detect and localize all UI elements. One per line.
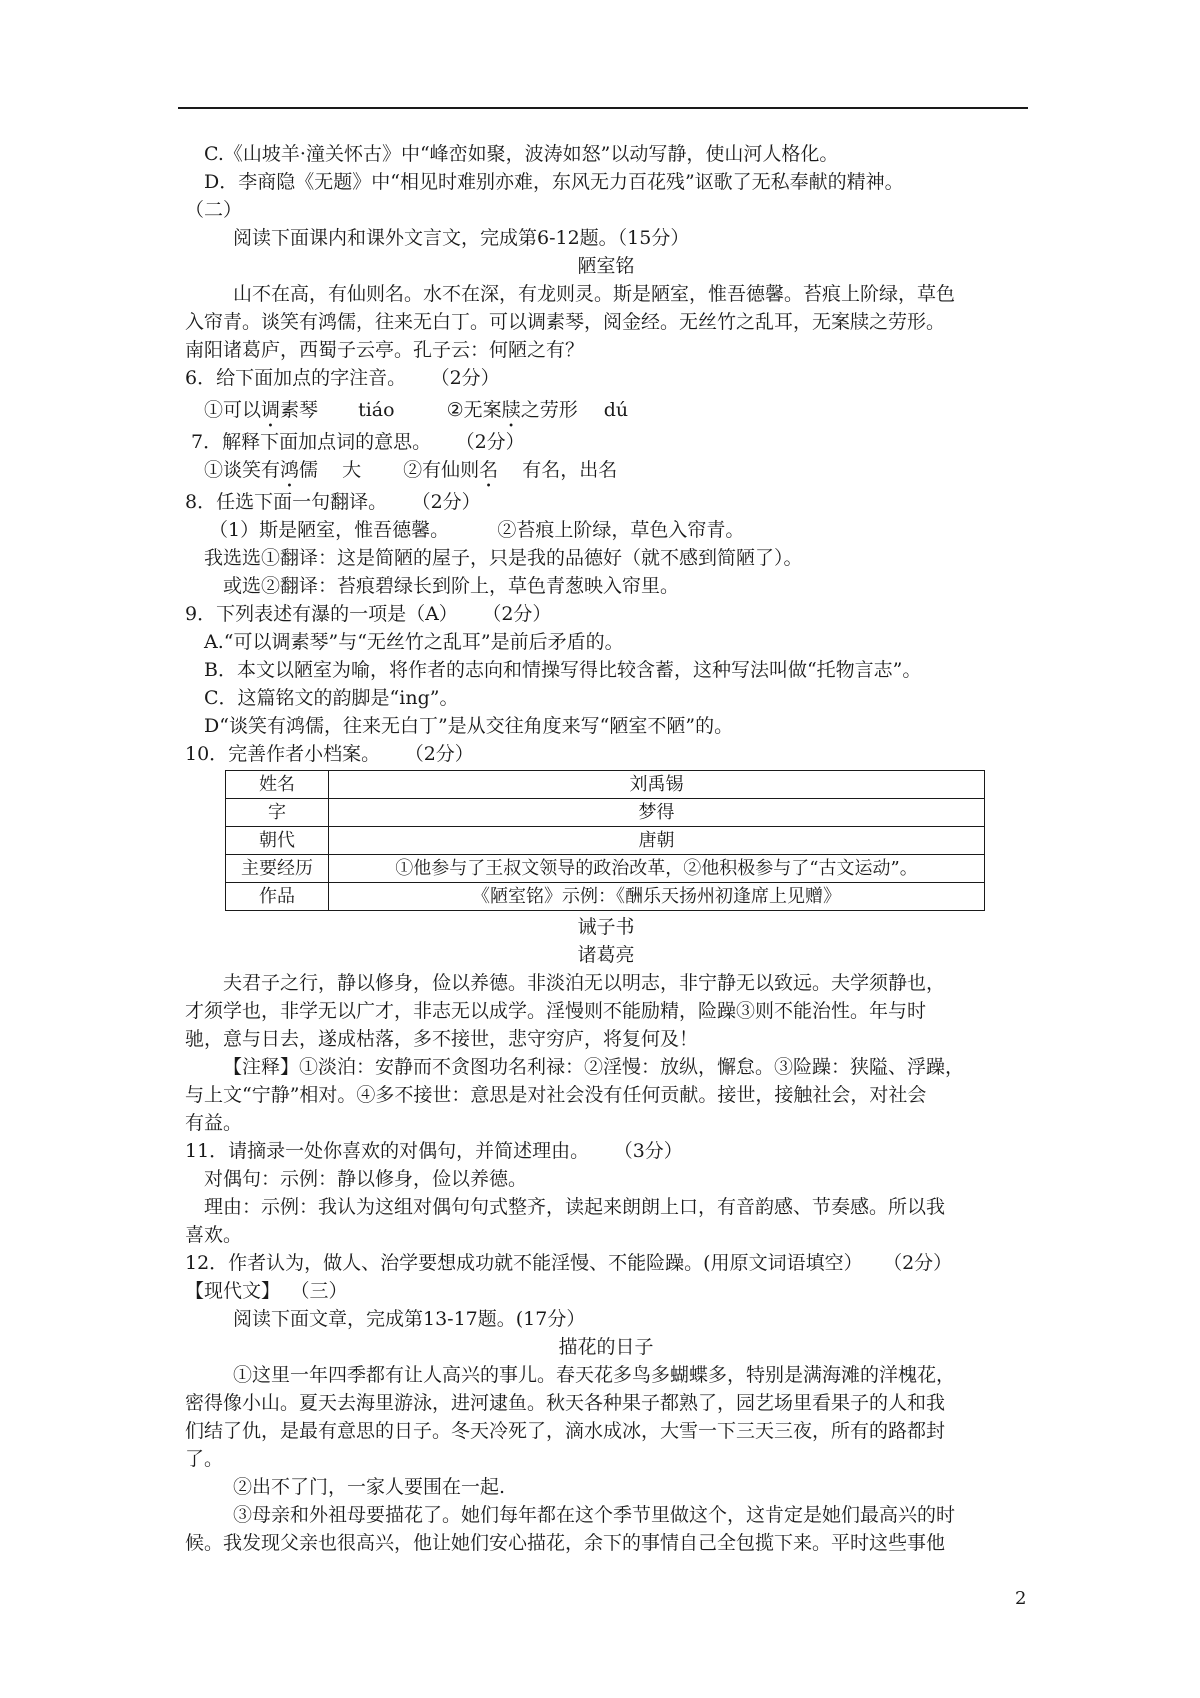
q11-answer-2-cont: 喜欢。	[185, 1224, 243, 1246]
table-value-cell: 刘禹锡	[329, 771, 985, 799]
q9-option-d: D“谈笑有鸿儒，往来无白丁”是从交往角度来写“陋室不陋”的。	[204, 715, 734, 737]
q7-item2-answer: 有名，出名	[522, 459, 618, 481]
text2-line: 驰，意与日去，遂成枯落，多不接世，悲守穷庐，将复何及！	[185, 1028, 699, 1050]
q11-answer-2: 理由：示例：我认为这组对偶句句式整齐，读起来朗朗上口，有音韵感、节奏感。所以我	[204, 1196, 946, 1218]
q6-answer-line	[185, 396, 1027, 424]
q6-score: （2分）	[440, 367, 500, 389]
text1-line: 南阳诸葛庐，西蜀子云亭。孔子云：何陋之有？	[185, 339, 585, 361]
text2-note: 【注释】①淡泊：安静而不贪图功名利禄：②淫慢：放纵，懈怠。③险躁：狭隘、浮躁，	[223, 1056, 965, 1078]
q6-item1-pre: ①可以	[204, 399, 262, 421]
q6-item2-pre: ②无案	[446, 399, 502, 421]
text3-line: 们结了仇，是最有意思的日子。冬天冷死了，滴水成冰，大雪一下三天三夜，所有的路都封	[185, 1420, 946, 1442]
q11-answer-1: 对偶句：示例：静以修身，俭以养德。	[204, 1168, 528, 1190]
q6-item2-answer: dú	[603, 399, 629, 421]
text2-author: 诸葛亮	[577, 944, 635, 966]
text2-title: 诫子书	[577, 916, 635, 938]
q11-stem-text: 11．请摘录一处你喜欢的对偶句，并简述理由。	[185, 1140, 590, 1162]
q8-stem	[185, 488, 1027, 516]
q11-score: （3分）	[623, 1140, 683, 1162]
q10-stem-text: 10．完善作者小档案。	[185, 743, 381, 765]
table-row	[226, 827, 985, 855]
q7-item2-dotted-char: 名	[479, 459, 499, 481]
table-value-cell: 《陋室铭》示例：《酬乐天扬州初逢席上见赠》	[329, 883, 985, 911]
text1-line: 入帘青。谈笑有鸿儒，往来无白丁。可以调素琴，阅金经。无丝竹之乱耳，无案牍之劳形。	[185, 311, 946, 333]
q7-item1-post: 儒	[299, 459, 319, 481]
text2-note: 有益。	[185, 1112, 243, 1134]
table-value-cell: ①他参与了王叔文领导的政治改革，②他积极参与了“古文运动”。	[329, 855, 985, 883]
q7-answer-line	[185, 456, 1027, 484]
q9-stem-text: 9．下列表述有瀑的一项是（A）	[185, 603, 458, 625]
table-key-cell: 姓名	[226, 771, 329, 799]
text3-line: ③母亲和外祖母要描花了。她们每年都在这个季节里做这个，这肯定是她们最高兴的时	[233, 1504, 956, 1526]
q7-stem-text: 7．解释下面加点词的意思。	[191, 431, 432, 453]
table-row	[226, 855, 985, 883]
text2-line: 夫君子之行，静以修身，俭以养德。非淡泊无以明志，非宁静无以致远。夫学须静也，	[223, 972, 946, 994]
author-profile-table	[225, 770, 985, 911]
q7-stem	[185, 428, 1027, 456]
q6-item1-post: 素琴	[280, 399, 319, 421]
text2-line: 才须学也，非学无以广才，非志无以成学。淫慢则不能励精，险躁③则不能治性。年与时	[185, 1000, 927, 1022]
text1-line: 山不在高，有仙则名。水不在深，有龙则灵。斯是陋室，惟吾德馨。苔痕上阶绿，草色	[233, 283, 956, 305]
text3-line: ①这里一年四季都有让人高兴的事儿。春天花多鸟多蝴蝶多，特别是满海滩的洋槐花，	[233, 1364, 956, 1386]
q7-item2-pre: ②有仙则	[403, 459, 480, 481]
text3-line: 密得像小山。夏天去海里游泳，进河逮鱼。秋天各种果子都熟了，园艺场里看果子的人和我	[185, 1392, 946, 1414]
section-2-number: （二）	[185, 199, 243, 221]
q7-item1-pre: ①谈笑有	[204, 459, 281, 481]
q6-item1-dotted-char: 调	[261, 399, 281, 421]
q10-score: （2分）	[414, 743, 474, 765]
q7-score: （2分）	[465, 431, 525, 453]
q7-item1-dotted-char: 鸿	[280, 459, 300, 481]
q8-answer-2: 或选②翻译：苔痕碧绿长到阶上，草色青葱映入帘里。	[223, 575, 680, 597]
q12-score: （2分）	[892, 1252, 953, 1274]
document-body	[185, 140, 1027, 1557]
section-3-number: （三）	[300, 1280, 348, 1302]
table-key-cell: 朝代	[226, 827, 329, 855]
q9-stem	[185, 600, 1027, 628]
text3-line: 了。	[185, 1448, 224, 1470]
table-row	[226, 799, 985, 827]
table-value-cell: 梦得	[329, 799, 985, 827]
q9-option-c: C．这篇铭文的韵脚是“ing”。	[204, 687, 459, 709]
q6-stem-text: 6．给下面加点的字注音。	[185, 367, 407, 389]
table-key-cell: 作品	[226, 883, 329, 911]
q10-stem	[185, 740, 1027, 768]
q12-stem-text: 12．作者认为，做人、治学要想成功就不能淫慢、不能险躁。(用原文词语填空）	[185, 1252, 863, 1274]
table-row	[226, 883, 985, 911]
text3-line: 候。我发现父亲也很高兴，他让她们安心描花，余下的事情自己全包揽下来。平时这些事他	[185, 1532, 946, 1554]
q12-stem	[185, 1249, 1027, 1277]
q6-stem	[185, 364, 1027, 392]
table-key-cell: 主要经历	[226, 855, 329, 883]
section-3-label: 【现代文】	[185, 1280, 281, 1302]
text2-note: 与上文“宁静”相对。④多不接世：意思是对社会没有任何贡献。接世，接触社会，对社会	[185, 1084, 927, 1106]
table-value-cell: 唐朝	[329, 827, 985, 855]
q9-option-a: A.“可以调素琴”与“无丝竹之乱耳”是前后矛盾的。	[204, 631, 624, 653]
section-2-instruction: 阅读下面课内和课外文言文，完成第6-12题。（15分）	[233, 227, 690, 249]
text3-line: ②出不了门，一家人要围在一起.	[233, 1476, 506, 1498]
text1-title: 陋室铭	[577, 255, 635, 277]
section-3-instruction: 阅读下面文章，完成第13-17题。(17分）	[233, 1308, 586, 1330]
q8-stem-text: 8．任选下面一句翻译。	[185, 491, 388, 513]
q8-score: （2分）	[421, 491, 481, 513]
q7-item1-answer: 大	[342, 459, 362, 481]
section-3-header	[185, 1277, 1027, 1305]
q5-option-d: D．李商隐《无题》中“相见时难别亦难，东风无力百花残”讴歌了无私奉献的精神。	[204, 171, 904, 193]
q9-option-b: B．本文以陋室为喻，将作者的志向和情操写得比较含蓄，这种写法叫做“托物言志”。	[204, 659, 922, 681]
table-row	[226, 771, 985, 799]
page-number: 2	[1015, 1588, 1027, 1609]
q9-score: （2分）	[491, 603, 552, 625]
text3-title: 描花的日子	[558, 1336, 654, 1358]
q8-options: （1）斯是陋室，惟吾德馨。 ②苔痕上阶绿，草色入帘青。	[209, 519, 745, 541]
header-rule	[178, 107, 1028, 109]
q6-item2-dotted-char: 牍	[501, 399, 521, 421]
q8-answer-1: 我选选①翻译：这是简陋的屋子，只是我的品德好（就不感到简陋了）。	[204, 547, 803, 569]
q6-item1-answer: tiáo	[358, 399, 395, 421]
q11-stem	[185, 1137, 1027, 1165]
q5-option-c: C.《山坡羊·潼关怀古》中“峰峦如聚，波涛如怒”以动写静，使山河人格化。	[204, 143, 839, 165]
table-key-cell: 字	[226, 799, 329, 827]
q6-item2-post: 之劳形	[520, 399, 578, 421]
